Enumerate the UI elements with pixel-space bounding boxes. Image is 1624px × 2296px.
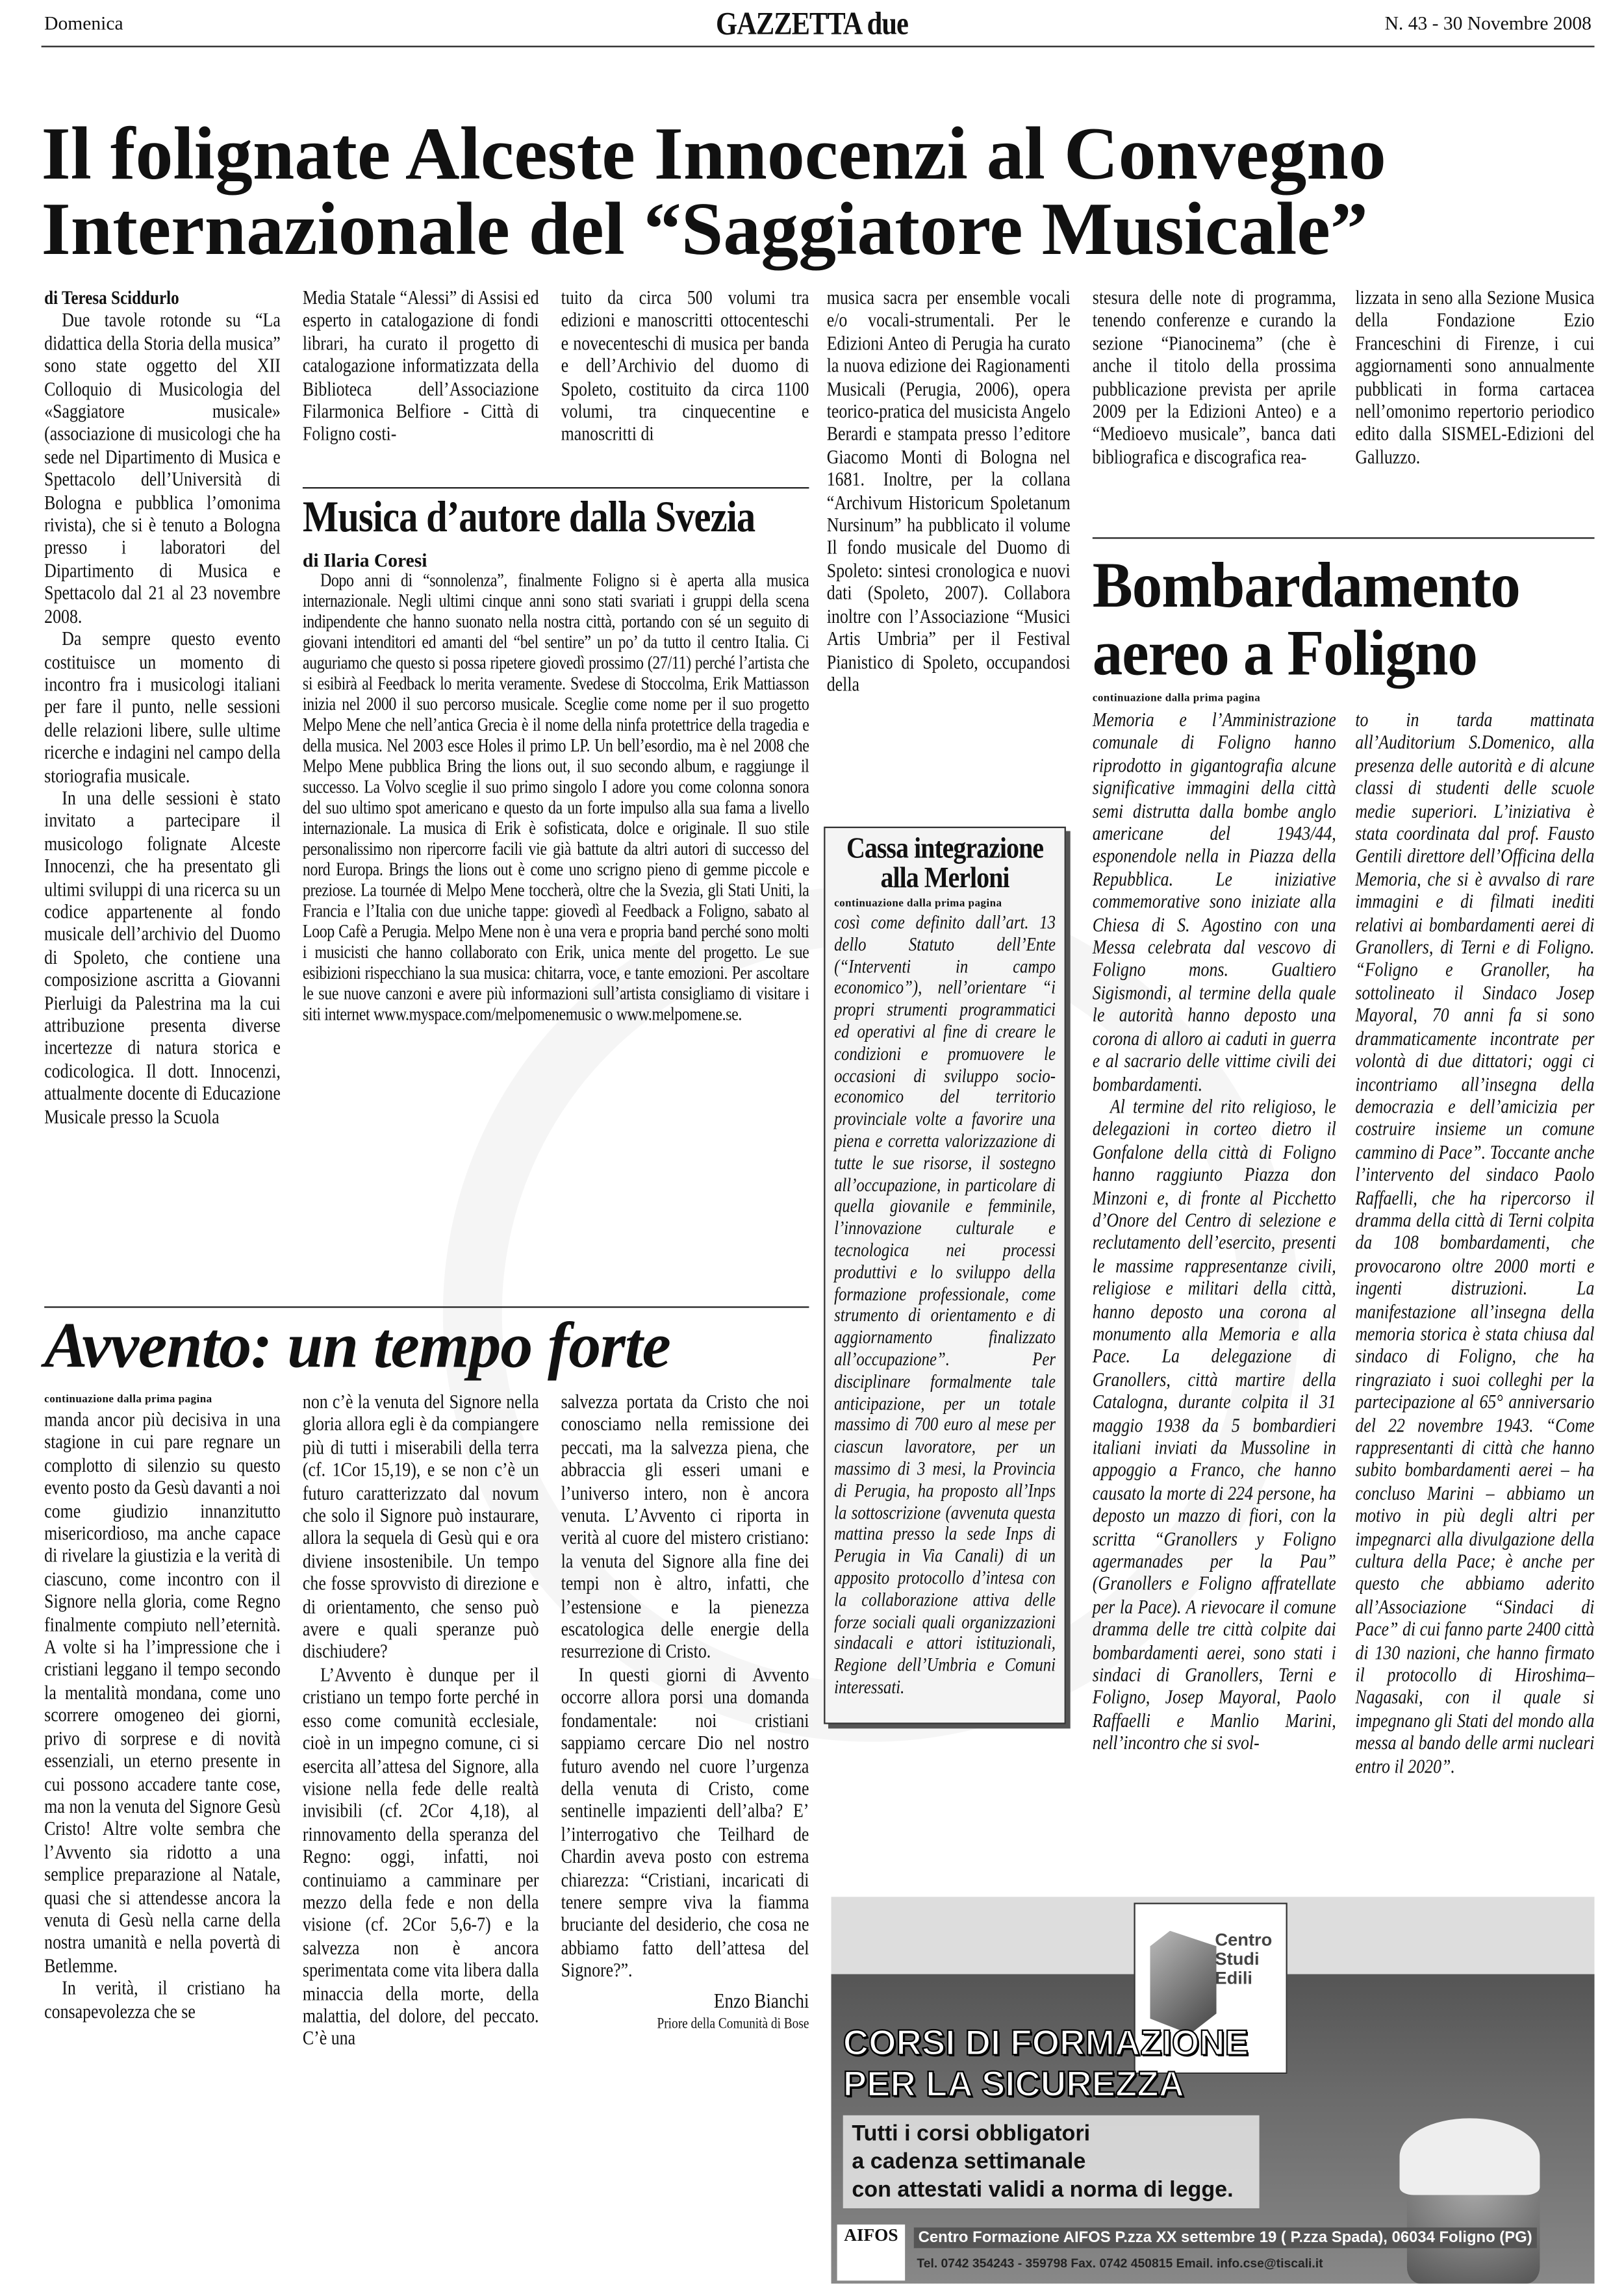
main-article-col3	[561, 286, 809, 446]
paragraph: tuito da circa 500 volumi tra edizioni e manoscritti ottocenteschi e novecenteschi di musica per banda e dell’Archivio del duomo di Spoleto, costituito da circa 1100 volumi, tra cinquecentine e manoscritti di	[561, 286, 809, 446]
avvento-headline: Avvento: un tempo forte	[44, 1309, 670, 1382]
bombardamento-continuation: continuazione dalla prima pagina	[1092, 690, 1261, 705]
bombardamento-col1	[1093, 709, 1336, 1755]
byline: di Teresa Sciddurlo	[44, 286, 179, 309]
ad-contacts: Tel. 0742 354243 - 359798 Fax. 0742 450815 Email. info.cse@tiscali.it	[917, 2255, 1323, 2271]
bombardamento-headline-line2: aereo a Foligno	[1092, 616, 1477, 690]
svezia-body	[303, 570, 809, 1024]
paragraph: non c’è la venuta del Signore nella gloria allora egli è da compiangere più di tutti i miserabili della terra (cf. 1Cor 15,19), e se non c’è un futuro caratterizzato dal novum che solo il Signore può instaurare, allora la sequela di Gesù qui e ora diviene insostenibile. Un tempo che fosse sprovvisto di direzione e di orientamento, che senso può avere e quali speranze può dischiudere?	[302, 1390, 539, 1663]
bombardamento-headline	[1092, 549, 1566, 690]
ad-sub-line2: a cadenza settimanale	[852, 2149, 1086, 2175]
ad-title-line1: CORSI DI FORMAZIONE	[843, 2023, 1249, 2064]
paragraph: In una delle sessioni è stato invitato a partecipare il musicologo folignate Alceste Innocenzi, che ha presentato gli ultimi sviluppi di una ricerca su un codice appartenente al fondo musicale dell’archivio del Duomo di Spoleto, che contiene una composizione ascritta a Giovanni Pierluigi da Palestrina ma la cui attribuzione presenta diverse incertezze di natura storica e codicologica. Il dott. Innocenzi, attualmente docente di Educazione Musicale presso la Scuola	[44, 787, 281, 1128]
ad-title	[843, 2024, 1249, 2106]
divider	[303, 487, 809, 488]
paragraph: L’Avvento è dunque per il cristiano un tempo forte perché in esso come comunità ecclesiale, cioè in un impegno comune, ci si esercita all’attesa del Signore, alla visione nella fede delle realtà invisibili (cf. 2Cor 4,18), al rinnovamento della speranza del Regno: oggi, infatti, noi continuiamo a camminare per mezzo della fede e non della visione (cf. 2Cor 5,6-7) e la salvezza non è ancora sperimentata come vita libera dalla minaccia della morte, della malattia, del dolore, del peccato. C’è una	[302, 1663, 539, 2050]
avvento-author: Enzo Bianchi	[713, 1990, 809, 2013]
ad-title-line2: PER LA SICUREZZA	[843, 2065, 1184, 2105]
header-rule	[42, 45, 1595, 47]
cassa-box	[824, 827, 1066, 1724]
paragraph: Memoria e l’Amministrazione comunale di Foligno hanno riprodotto in gigantografia alcune significative immagini della città semi distrutta dalla bombe anglo americane del 1943/44, esponendole nella in Piazza della Repubblica. Le iniziative commemorative sono iniziate alla Chiesa di S. Agostino con una Messa celebrata dal vescovo di Foligno mons. Gualtiero Sigismondi, al termine della quale le autorità hanno deposto una corona di alloro ai caduti in guerra e al sacrario delle vittime civili dei bombardamenti.	[1092, 708, 1336, 1095]
main-headline-line1: Il folignate Alceste Innocenzi al Convegno	[41, 113, 1386, 197]
main-headline-line2: Internazionale del “Saggiatore Musicale”	[41, 188, 1368, 272]
header-day: Domenica	[44, 12, 123, 34]
bombardamento-col2	[1355, 709, 1594, 1778]
paragraph: manda ancor più decisiva in una stagione in cui pare regnare un complotto di silenzio su questo evento posto da Gesù davanti a noi come giudizio innanzitutto misericordioso, ma anche capace di rivelare la giustizia e la verità di ciascuno, come incontro con il Signore nella gloria, come Regno finalmente compiuto nell’eternità. A volte si ha l’impressione che i cristiani leggano il tempo secondo la mentalità mondana, come uno scorrere omogeneo dei giorni, privo di sorprese e di novità essenziali, un eterno presente in cui possono accadere tante cose, ma non la venuta del Signore Gesù Cristo! Altre volte sembra che l’Avvento sia ridotto a una semplice preparazione al Natale, quasi che si attendesse ancora la venuta di Gesù nella carne della nostra umanità e nella povertà di Betlemme.	[44, 1408, 281, 1976]
hard-hat-icon	[1400, 2118, 1540, 2195]
paragraph: lizzata in seno alla Sezione Musica della Fondazione Ezio Franceschini di Firenze, i cui aggiornamenti sono annualmente pubblicati in forma cartacea nell’omonimo repertorio periodico edito dalla SISMEL-Edizioni del Galluzzo.	[1355, 286, 1595, 468]
avvento-continuation: continuazione dalla prima pagina	[44, 1392, 212, 1406]
paragraph: così come definito dall’art. 13 dello Statuto dell’Ente (“Interventi in campo economico”), nell’orientare “i propri strumenti programmatici ed operativi al fine di creare le condizioni e promuovere le occasioni di sviluppo socio-economico del territorio provinciale volte a favorire una piena e corretta valorizzazione di tutte le sue risorse, il sostegno all’occupazione, in particolare di quella giovanile e femminile, l’innovazione culturale e tecnologica nei processi produttivi e lo sviluppo della formazione professionale, come strumento di orientamento e di aggiornamento finalizzato all’occupazione”. Per disciplinare formalmente tale anticipazione, per un totale massimo di 700 euro al mese per ciascun lavoratore, per un massimo di 3 mesi, la Provincia di Perugia, ha proposto all’Inps la sottoscrizione (avvenuta questa mattina presso la sede Inps di Perugia in Via Canali) di un apposito protocollo d’intesa con la collaborazione attiva delle forze sociali quali organizzazioni sindacali e attori istituzionali, Regione dell’Umbria e Comuni interessati.	[834, 912, 1056, 1698]
paragraph: Da sempre questo evento costituisce un momento di incontro fra i musicologi italiani per fare il punto, nelle sessioni delle relazioni libere, sulle ultime ricerche e indagini nel campo della storiografia musicale.	[44, 627, 281, 787]
divider	[44, 1306, 809, 1307]
paragraph: In verità, il cristiano ha consapevolezza che se	[44, 1976, 281, 2022]
cube-logo-icon	[1150, 1931, 1216, 2034]
paragraph: to in tarda mattinata all’Auditorium S.Domenico, alla presenza delle autorità e di alcune classi di studenti delle scuole medie superiori. L’iniziativa è stata coordinata dal prof. Fausto Gentili direttore dell’Officina della Memoria, che si è avvalso di rare immagini e di filmati inediti relativi ai bombardamenti aerei di Granollers, di Terni e di Foligno. “Foligno e Granoller, ha sottolineato il Sindaco Josep Mayoral, 70 anni fa si sono drammaticamente incontrate per volontà di due dittatori; oggi ci incontriamo all’insegna della democrazia e dell’amicizia per costruire insieme un comune cammino di Pace”. Toccante anche l’intervento del sindaco Paolo Raffaelli, che ha ripercorso il dramma della città di Terni colpita da 108 bombardamenti, che provocarono oltre 2000 morti e ingenti distruzioni. La manifestazione all’insegna della memoria storica è stata chiusa dal sindaco di Foligno, che ha ringraziato i suoi colleghi per la partecipazione al 65° anniversario del 22 novembre 1943. “Come rappresentanti di città che hanno subito bombardamenti aerei – ha concluso Marini – abbiamo un motivo in più degli altri per impegnarci alla divulgazione della cultura della Pace; è anche per questo che abbiamo aderito all’Associazione “Sindaci di Pace” di cui fanno parte 2400 città di 130 nazioni, che hanno firmato il protocollo di Hiroshima–Nagasaki, con il quale si impegnano gli Stati del mondo alla messa al bando delle armi nucleari entro il 2020”.	[1355, 708, 1595, 1777]
main-article-col2	[303, 286, 539, 446]
masthead: GAZZETTA due	[716, 4, 908, 42]
main-article-col5	[1093, 286, 1336, 468]
main-headline	[41, 113, 1606, 272]
ad-sub-line3: con attestati validi a norma di legge.	[852, 2177, 1234, 2202]
paragraph: Media Statale “Alessi” di Assisi ed esperto in catalogazione di fondi librari, ha curato il progetto di catalogazione informatizzata della Biblioteca dell’Associazione Filarmonica Belfiore - Città di Foligno costi-	[302, 286, 539, 446]
advertisement[interactable]	[831, 1897, 1595, 2283]
paragraph: Dopo anni di “sonnolenza”, finalmente Foligno si è aperta alla musica internazionale. Negli ultimi cinque anni sono stati svariati i gruppi della scena indipendente che hanno suonato nella nostra città, portando con sé un seguito di giovani intenditori ed amanti del “bel sentire” un po’ da tutto il centro Italia. Ci auguriamo che questo si possa ripetere giovedì prossimo (27/11) perché l’artista che si esibirà al Feedback lo merita veramente. Svedese di Stoccolma, Erik Mattiasson inizia nel 2000 il suo percorso musicale. Sceglie come nome per il suo progetto Melpo Mene che nell’antica Grecia è il nome della ninfa protettrice della tragedia e della musica. Nel 2003 esce Holes il primo LP. Un bell’esordio, ma è nel 2008 che Melpo Mene pubblica Bring the lions out, il suo secondo album, e raggiunge il successo. La Volvo sceglie il suo primo singolo I adore you come colonna sonora del suo ultimo spot americano e questo da un forte impulso alla sua fama a livello internazionale. La musica di Erik è sofisticata, dolce e originale. Il suo stile personalissimo non ripercorre facili vie già battute da altri autori di successo del nord Europa. Brings the lions out è come uno scrigno pieno di gemme piccole e preziose. La tournée di Melpo Mene toccherà, oltre che la Svezia, gli Stati Uniti, la Francia e l’Italia con due uniche tappe: giovedì al Feedback a Foligno, sabato al Loop Cafè a Perugia. Melpo Mene non è una vera e propria band perché sono molti i musicisti che hanno collaborato con Erik, unica mente del progetto. Le sue esibizioni rispecchiano la sua musica: chitarra, voce, e tante emozioni. Per ascoltare le sue nuove canzoni e avere più informazioni sull’artista consigliamo di visitare i siti internet www.myspace.com/melpomenemusic o www.melpomene.se.	[302, 570, 809, 1025]
cassa-body	[834, 913, 1056, 1699]
paragraph: Al termine del rito religioso, le delegazioni in corteo dietro il Gonfalone della città di Foligno hanno raggiunto Piazza don Minzoni e, di fronte al Picchetto d’Onore del Centro di selezione e reclutamento dell’esercito, presenti le massime rappresentanze civili, religiose e militari della città, hanno deposto una corona al monumento alla Memoria e alla Pace. La delegazione di Granollers, città martire della Catalogna, durante colpita il 31 maggio 1938 da 5 bombardieri italiani inviati da Mussoline in appoggio a Franco, che hanno causato la morte di 224 persone, ha deposto un mazzo di fiori, con la scritta “Granollers y Foligno agermanades per la Pau” (Granollers e Foligno affratellate per la Pace). A rievocare il comune dramma delle tre città colpite dai bombardamenti aerei, sono stati i sindaci di Granollers, Terni e Foligno, Josep Mayoral, Paolo Raffaelli e Manlio Marini, nell’incontro che si svol-	[1092, 1095, 1336, 1754]
avvento-author-role: Priore della Comunità di Bose	[657, 2016, 809, 2033]
header-issue: N. 43 - 30 Novembre 2008	[1384, 12, 1592, 34]
paragraph: In questi giorni di Avvento occorre allora porsi una domanda fondamentale: noi cristiani sappiamo cercare Dio nel nostro futuro avendo nel cuore l’urgenza della venuta di Cristo, come sentinelle impazienti dell’alba? E’ l’interrogativo che Teilhard de Chardin aveva posto con estrema chiarezza: “Cristiani, incaricati di tenere sempre viva la fiamma bruciante del desiderio, che cosa ne abbiamo fatto dell’attesa del Signore?”.	[561, 1663, 809, 1982]
cassa-headline: Cassa integrazione alla Merloni	[846, 832, 1044, 895]
main-article-col4	[827, 286, 1071, 696]
logo-text: Centro Studi Edili	[1215, 1929, 1273, 1989]
cassa-continuation: continuazione dalla prima pagina	[834, 896, 1002, 909]
bombardamento-headline-line1: Bombardamento	[1092, 549, 1520, 622]
ad-subtitle	[843, 2115, 1260, 2208]
main-article-col1	[44, 286, 281, 1128]
ad-address: Centro Formazione AIFOS P.zza XX settembre 19 ( P.zza Spada), 06034 Foligno (PG)	[914, 2228, 1537, 2249]
avvento-col1	[44, 1408, 281, 2022]
svezia-headline: Musica d’autore dalla Svezia	[302, 493, 755, 542]
avvento-col2	[303, 1391, 539, 2050]
paragraph: stesura delle note di programma, tenendo conferenze e curando la sezione “Pianocinema” (che è anche il titolo della prossima pubblicazione prevista per aprile 2009 per la Edizioni Anteo) e a “Medioevo musicale”, banca dati bibliografica e discografica rea-	[1092, 286, 1336, 468]
paragraph: salvezza portata da Cristo che noi conosciamo nella remissione dei peccati, ma la salvezza piena, che abbraccia gli esseri umani e l’universo intero, non è ancora venuta. L’Avvento ci riporta in verità al cuore del mistero cristiano: la venuta del Signore alla fine dei tempi non è altro, infatti, che l’estensione e la pienezza escatologica delle energie della resurrezione di Cristo.	[561, 1390, 809, 1663]
paragraph: musica sacra per ensemble vocali e/o vocali-strumentali. Per le Edizioni Anteo di Perugia ha curato la nuova edizione dei Ragionamenti Musicali (Perugia, 2006), opera teorico-pratica del musicista Angelo Berardi e stampata presso l’editore Giacomo Monti di Bologna nel 1681. Inoltre, per la collana “Archivum Historicum Spoletanum Nursinum” ha pubblicato il volume Il fondo musicale del Duomo di Spoleto: sintesi cronologica e nuovi dati (Spoleto, 2007). Collabora inoltre con l’Associazione “Musici Artis Umbria” per il Festival Pianistico di Spoleto, occupandosi della	[826, 286, 1071, 696]
svezia-byline: di Ilaria Coresi	[302, 549, 427, 572]
divider	[1093, 537, 1595, 538]
paragraph: Due tavole rotonde su “La didattica della Storia della musica” sono state oggetto del XII Colloquio di Musicologia del «Saggiatore musicale» (associazione di musicologi che ha sede nel Dipartimento di Musica e Spettacolo dell’Università di Bologna e pubblica l’omonima rivista), che si è tenuto a Bologna presso i laboratori del Dipartimento di Musica e Spettacolo dal 21 al 23 novembre 2008.	[44, 309, 281, 627]
avvento-col3	[561, 1391, 809, 2036]
aifos-logo: AIFOS	[837, 2225, 906, 2280]
main-article-col6	[1355, 286, 1594, 468]
ad-sub-line1: Tutti i corsi obbligatori	[852, 2121, 1091, 2147]
